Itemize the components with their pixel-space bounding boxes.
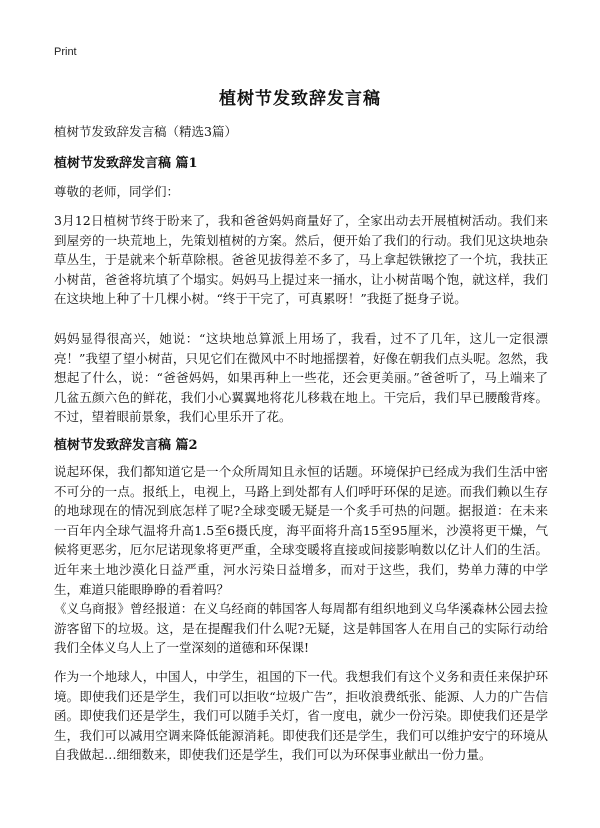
section-1-greeting: 尊敬的老师，同学们：	[54, 184, 180, 199]
section-heading-2: 植树节发致辞发言稿 篇2	[54, 438, 198, 453]
section-2-paragraph-1: 说起环保，我们都知道它是一个众所周知且永恒的话题。环境保护已经成为我们生活中密不可分的一点。报纸上，电视上，马路上到处都有人们呼吁环保的足迹。而我们赖以生存的地球现在的情况到底怎样了呢?全球变暖无疑是一个炙手可热的问题。据报道：在未来一百年内全球气温将升高1.5至6摄氏度，海平面将升高15至95厘米，沙漠将更干燥，气候将更恶劣，厄尔尼诺现象将更严重，全球变暖将直接或间接影响数以亿计人们的生活。近年来土地沙漠化日益严重，河水污染日益增多，而对于这些，我们，势单力薄的中学生，难道只能眼睁睁的看着吗？	[54, 464, 548, 597]
section-2-paragraph-3: 作为一个地球人，中国人，中学生，祖国的下一代。我想我们有这个义务和责任来保护环境。即使我们还是学生，我们可以拒收“垃圾广告”，拒收浪费纸张、能源、人力的广告信函。即使我们还是学生，我们可以随手关灯，省一度电，就少一份污染。即使我们还是学生，我们可以减用空调来降低能源消耗。即使我们还是学生，我们可以维护安宁的环境从自我做起…细细数来，即使我们还是学生，我们可以为环保事业献出一份力量。	[54, 669, 548, 763]
page-title: 植树节发致辞发言稿	[219, 89, 381, 109]
document-subtitle: 植树节发致辞发言稿（精选3篇）	[54, 124, 237, 139]
section-heading-1: 植树节发致辞发言稿 篇1	[54, 156, 198, 171]
section-2-paragraph-2: 《义乌商报》曾经报道：在义乌经商的韩国客人每周都有组织地到义乌华溪森林公园去捡游客留下的垃圾。这，是在提醒我们什么呢?无疑，这是韩国客人在用自己的实际行动给我们全体义乌人上了一堂深刻的道德和环保课!	[54, 601, 548, 656]
section-1-paragraph-1: 3月12日植树节终于盼来了，我和爸爸妈妈商量好了，全家出动去开展植树活动。我们来到屋旁的一块荒地上，先策划植树的方案。然后，便开始了我们的行动。我们见这块地杂草丛生，于是就来个斩草除根。爸爸见拔得差不多了，马上拿起铁锹挖了一个坑，我扶正小树苗，爸爸将坑填了个塌实。妈妈马上提过来一捅水，让小树苗喝个饱，就这样，我们在这块地上种了十几棵小树。“终于干完了，可真累呀！”我挺了挺身子说。	[54, 213, 548, 307]
print-label[interactable]: Print	[54, 46, 77, 58]
section-1-paragraph-2: 妈妈显得很高兴，她说：“这块地总算派上用场了，我看，过不了几年，这儿一定很漂亮！”我望了望小树苗，只见它们在微风中不时地摇摆着，好像在朝我们点头呢。忽然，我想起了什么，说：“爸爸妈妈，如果再种上一些花，还会更美丽。”爸爸听了，马上端来了几盆五颜六色的鲜花，我们小心翼翼地将花儿移栽在地上。干完后，我们早已腰酸背疼。不过，望着眼前景象，我们心里乐开了花。	[54, 331, 548, 425]
